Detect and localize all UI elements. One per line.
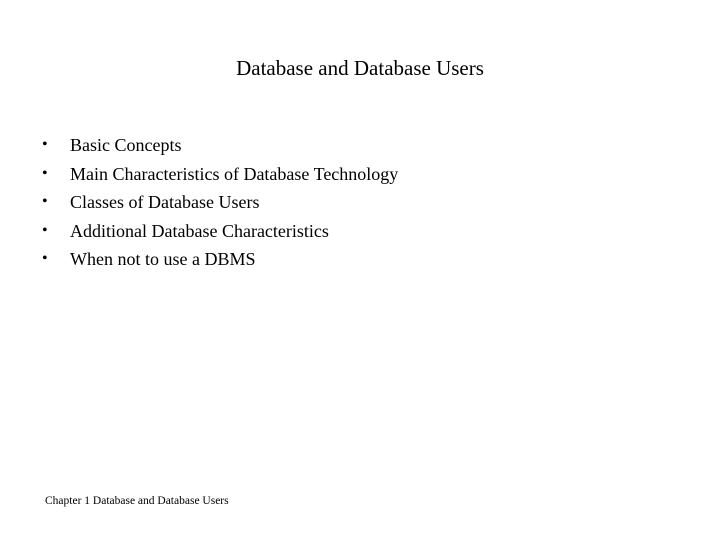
bullet-text: Additional Database Characteristics	[70, 220, 329, 241]
bullet-icon: •	[42, 136, 48, 153]
bullet-text: When not to use a DBMS	[70, 249, 256, 269]
bullet-text: Classes of Database Users	[70, 192, 260, 212]
bullet-text: Main Characteristics of Database Technology	[70, 163, 399, 184]
bullet-text: Basic Concepts	[70, 135, 182, 155]
bullet-icon: •	[42, 164, 48, 182]
bullet-icon: •	[42, 250, 48, 267]
bullet-icon: •	[42, 193, 48, 210]
slide-title: Database and Database Users	[236, 56, 484, 80]
slide-footer: Chapter 1 Database and Database Users	[45, 495, 229, 507]
bullet-icon: •	[42, 221, 48, 239]
